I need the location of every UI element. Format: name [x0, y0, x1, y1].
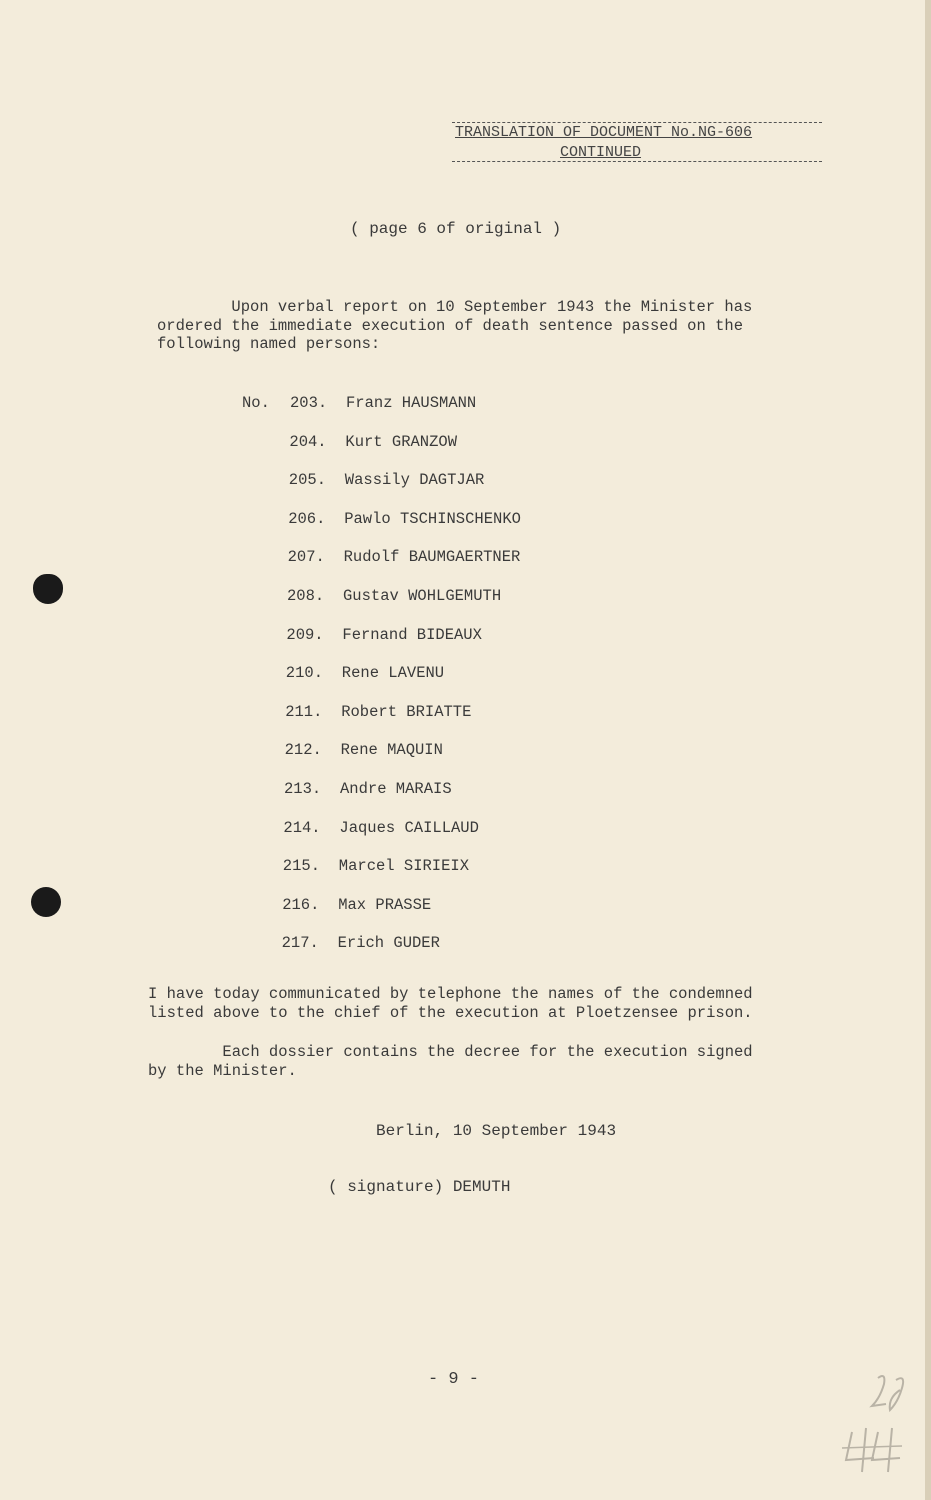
list-entry: [286, 626, 482, 644]
entry-number: 217.: [281, 934, 319, 953]
closing-paragraph-telephone: I have today communicated by telephone the names of the condemned listed above to the chief of the execution at Ploetzensee prison.: [148, 985, 753, 1022]
entry-number: 208.: [287, 587, 325, 605]
entry-name: Marcel SIRIEIX: [338, 857, 470, 876]
entry-name: Erich GUDER: [337, 934, 440, 953]
list-entry: [286, 664, 444, 682]
entry-name: Wassily DAGTJAR: [344, 471, 485, 490]
entry-name: Rudolf BAUMGAERTNER: [343, 548, 521, 567]
punch-hole-upper: [33, 574, 63, 604]
entry-name: Fernand BIDEAUX: [342, 625, 482, 644]
header-subtitle: CONTINUED: [560, 144, 642, 161]
handwritten-pencil-marks: [838, 1370, 908, 1480]
entry-name: Jaques CAILLAUD: [339, 818, 479, 837]
entry-number: 212.: [284, 741, 322, 760]
original-page-reference: ( page 6 of original ): [350, 220, 562, 238]
list-entry: [289, 433, 457, 451]
list-entry: [287, 587, 501, 605]
list-entry: [289, 471, 485, 489]
list-entry: [284, 780, 452, 798]
punch-hole-lower: [31, 887, 61, 917]
list-entry: [283, 819, 479, 837]
entry-number: 207.: [287, 548, 325, 567]
header-title: TRANSLATION OF DOCUMENT No.NG-606: [455, 124, 753, 141]
list-entry: [288, 510, 521, 528]
entry-number: 214.: [283, 818, 321, 837]
entry-number: 216.: [282, 895, 320, 914]
closing-paragraph-dossier: Each dossier contains the decree for the execution signed by the Minister.: [148, 1043, 753, 1080]
entry-number: 203.: [290, 394, 328, 412]
header-rule-bottom: [452, 161, 822, 162]
list-entry: [283, 857, 469, 875]
entry-name: Robert BRIATTE: [341, 702, 472, 721]
entry-number: 211.: [285, 702, 323, 721]
entry-name: Andre MARAIS: [340, 780, 452, 798]
page-number: - 9 -: [428, 1370, 480, 1389]
entry-name: Kurt GRANZOW: [345, 432, 458, 451]
entry-number: 213.: [284, 780, 322, 798]
list-prefix: No.: [242, 394, 270, 412]
page-edge: [925, 0, 931, 1500]
list-entry: [285, 703, 471, 721]
place-and-date: Berlin, 10 September 1943: [376, 1122, 617, 1140]
list-entry: [285, 741, 443, 759]
entry-number: 205.: [288, 471, 327, 490]
list-entry: [282, 934, 440, 952]
signature-line: ( signature) DEMUTH: [328, 1178, 511, 1196]
entry-number: 215.: [282, 857, 321, 876]
entry-number: 204.: [289, 432, 327, 451]
header-rule-top: [452, 122, 822, 123]
entry-name: Pawlo TSCHINSCHENKO: [344, 509, 521, 528]
list-entry: [282, 896, 431, 914]
entry-name: Max PRASSE: [338, 895, 432, 914]
entry-name: Rene MAQUIN: [340, 741, 443, 760]
list-entry: [288, 548, 521, 566]
entry-name: Rene LAVENU: [341, 664, 445, 683]
intro-paragraph: Upon verbal report on 10 September 1943 the Minister has ordered the immediate execution of death sentence passed on the following named persons:: [157, 298, 753, 353]
entry-name: Gustav WOHLGEMUTH: [343, 587, 502, 605]
list-entry: [242, 394, 476, 412]
entry-number: 206.: [288, 509, 326, 528]
entry-number: 209.: [286, 625, 324, 644]
entry-number: 210.: [285, 664, 324, 683]
entry-name: Franz HAUSMANN: [346, 394, 477, 412]
